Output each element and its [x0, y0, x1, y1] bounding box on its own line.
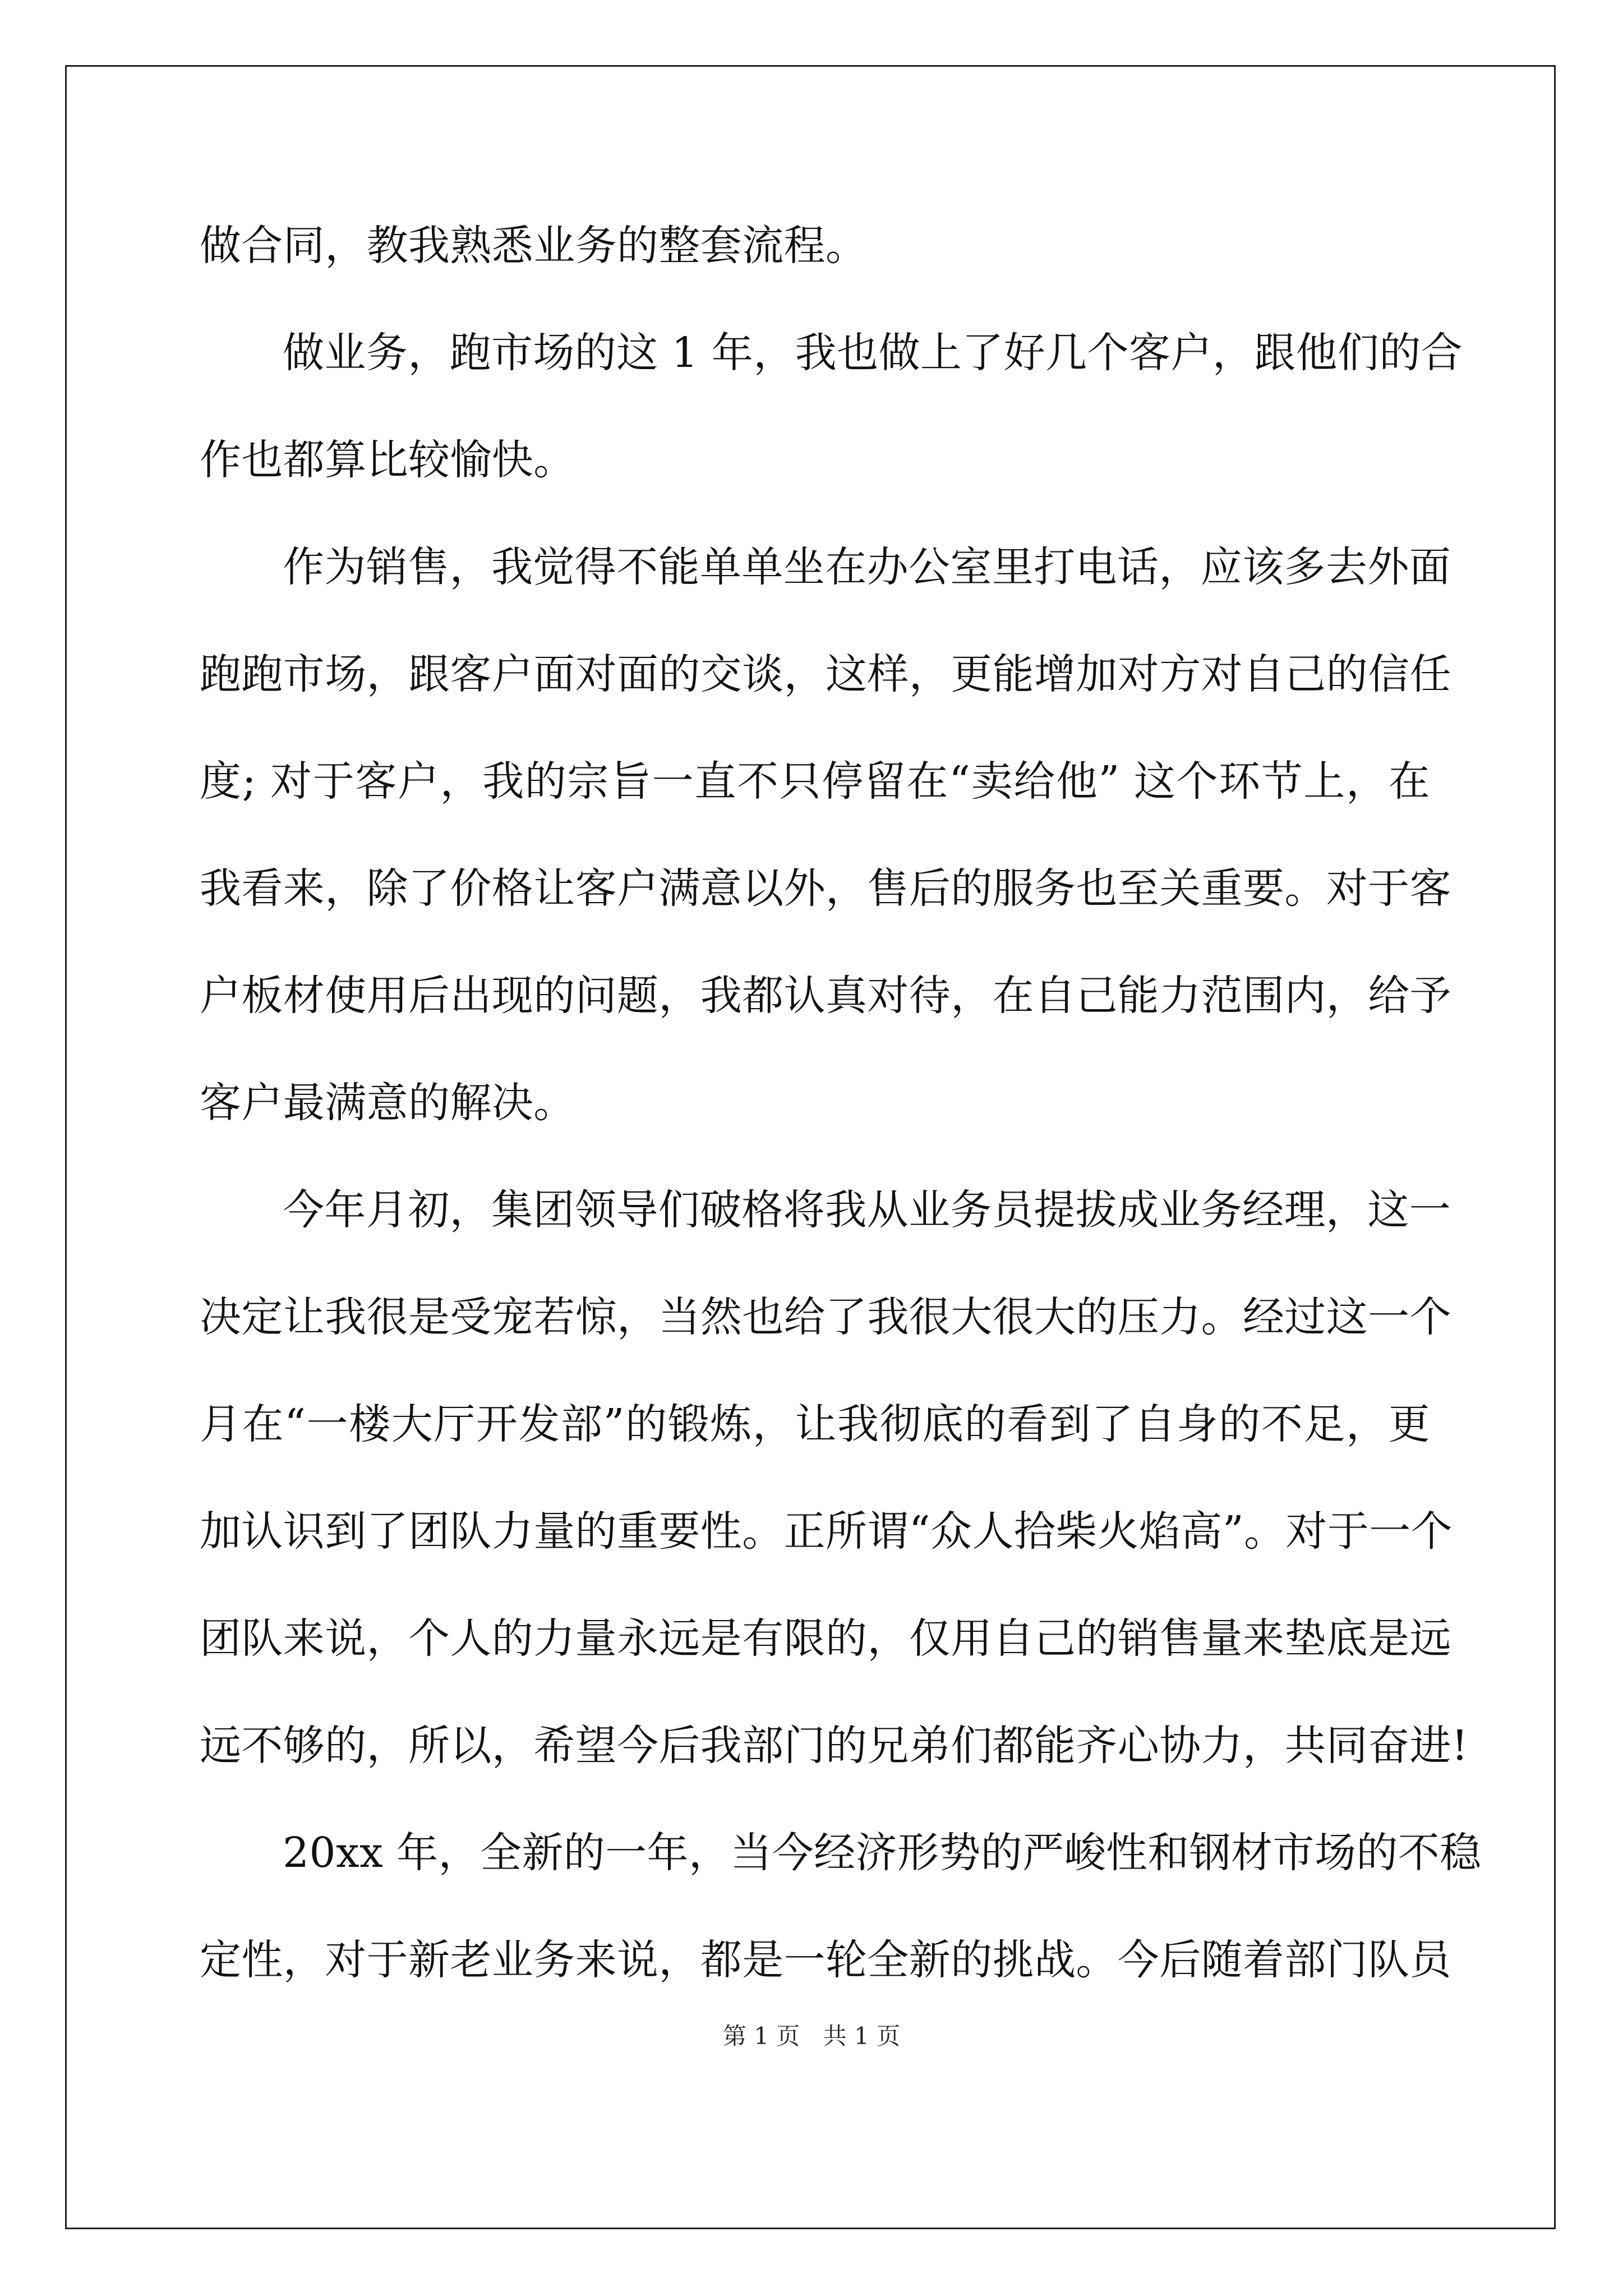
page-total: 共 1 页	[823, 2022, 901, 2050]
text-line: 客户最满意的解决。	[200, 1079, 575, 1127]
text-line: 做业务，跑市场的这 1 年，我也做上了好几个客户，跟他们的合	[283, 329, 1463, 377]
text-line: 户板材使用后出现的问题，我都认真对待，在自己能力范围内，给予	[200, 972, 1451, 1020]
text-line: 跑跑市场，跟客户面对面的交谈，这样，更能增加对方对自己的信任	[200, 650, 1451, 698]
text-line: 度; 对于客户，我的宗旨一直不只停留在“卖给他” 这个环节上，在	[200, 757, 1430, 806]
text-line: 20xx 年，全新的一年，当今经济形势的严峻性和钢材市场的不稳	[283, 1829, 1482, 1877]
page-number: 第 1 页	[722, 2022, 800, 2050]
document-body	[200, 212, 1482, 1984]
text-line: 做合同，教我熟悉业务的整套流程。	[200, 222, 868, 270]
page-footer	[0, 2019, 1623, 2053]
text-line: 定性，对于新老业务来说，都是一轮全新的挑战。今后随着部门队员	[200, 1936, 1451, 1984]
text-line: 今年月初，集团领导们破格将我从业务员提拔成业务经理，这一	[283, 1186, 1451, 1234]
text-line: 我看来，除了价格让客户满意以外，售后的服务也至关重要。对于客	[200, 864, 1451, 913]
text-line: 远不够的，所以，希望今后我部门的兄弟们都能齐心协力，共同奋进!	[200, 1722, 1469, 1770]
text-line: 决定让我很是受宠若惊，当然也给了我很大很大的压力。经过这一个	[200, 1293, 1451, 1341]
text-line: 团队来说，个人的力量永远是有限的，仅用自己的销售量来垫底是远	[200, 1614, 1451, 1663]
text-line: 作也都算比较愉快。	[200, 436, 575, 484]
text-line: 月在“一楼大厅开发部”的锻炼，让我彻底的看到了自身的不足，更	[200, 1400, 1430, 1448]
text-line: 作为销售，我觉得不能单单坐在办公室里打电话，应该多去外面	[283, 543, 1451, 591]
text-line: 加认识到了团队力量的重要性。正所谓“众人拾柴火焰高”。对于一个	[200, 1507, 1453, 1556]
